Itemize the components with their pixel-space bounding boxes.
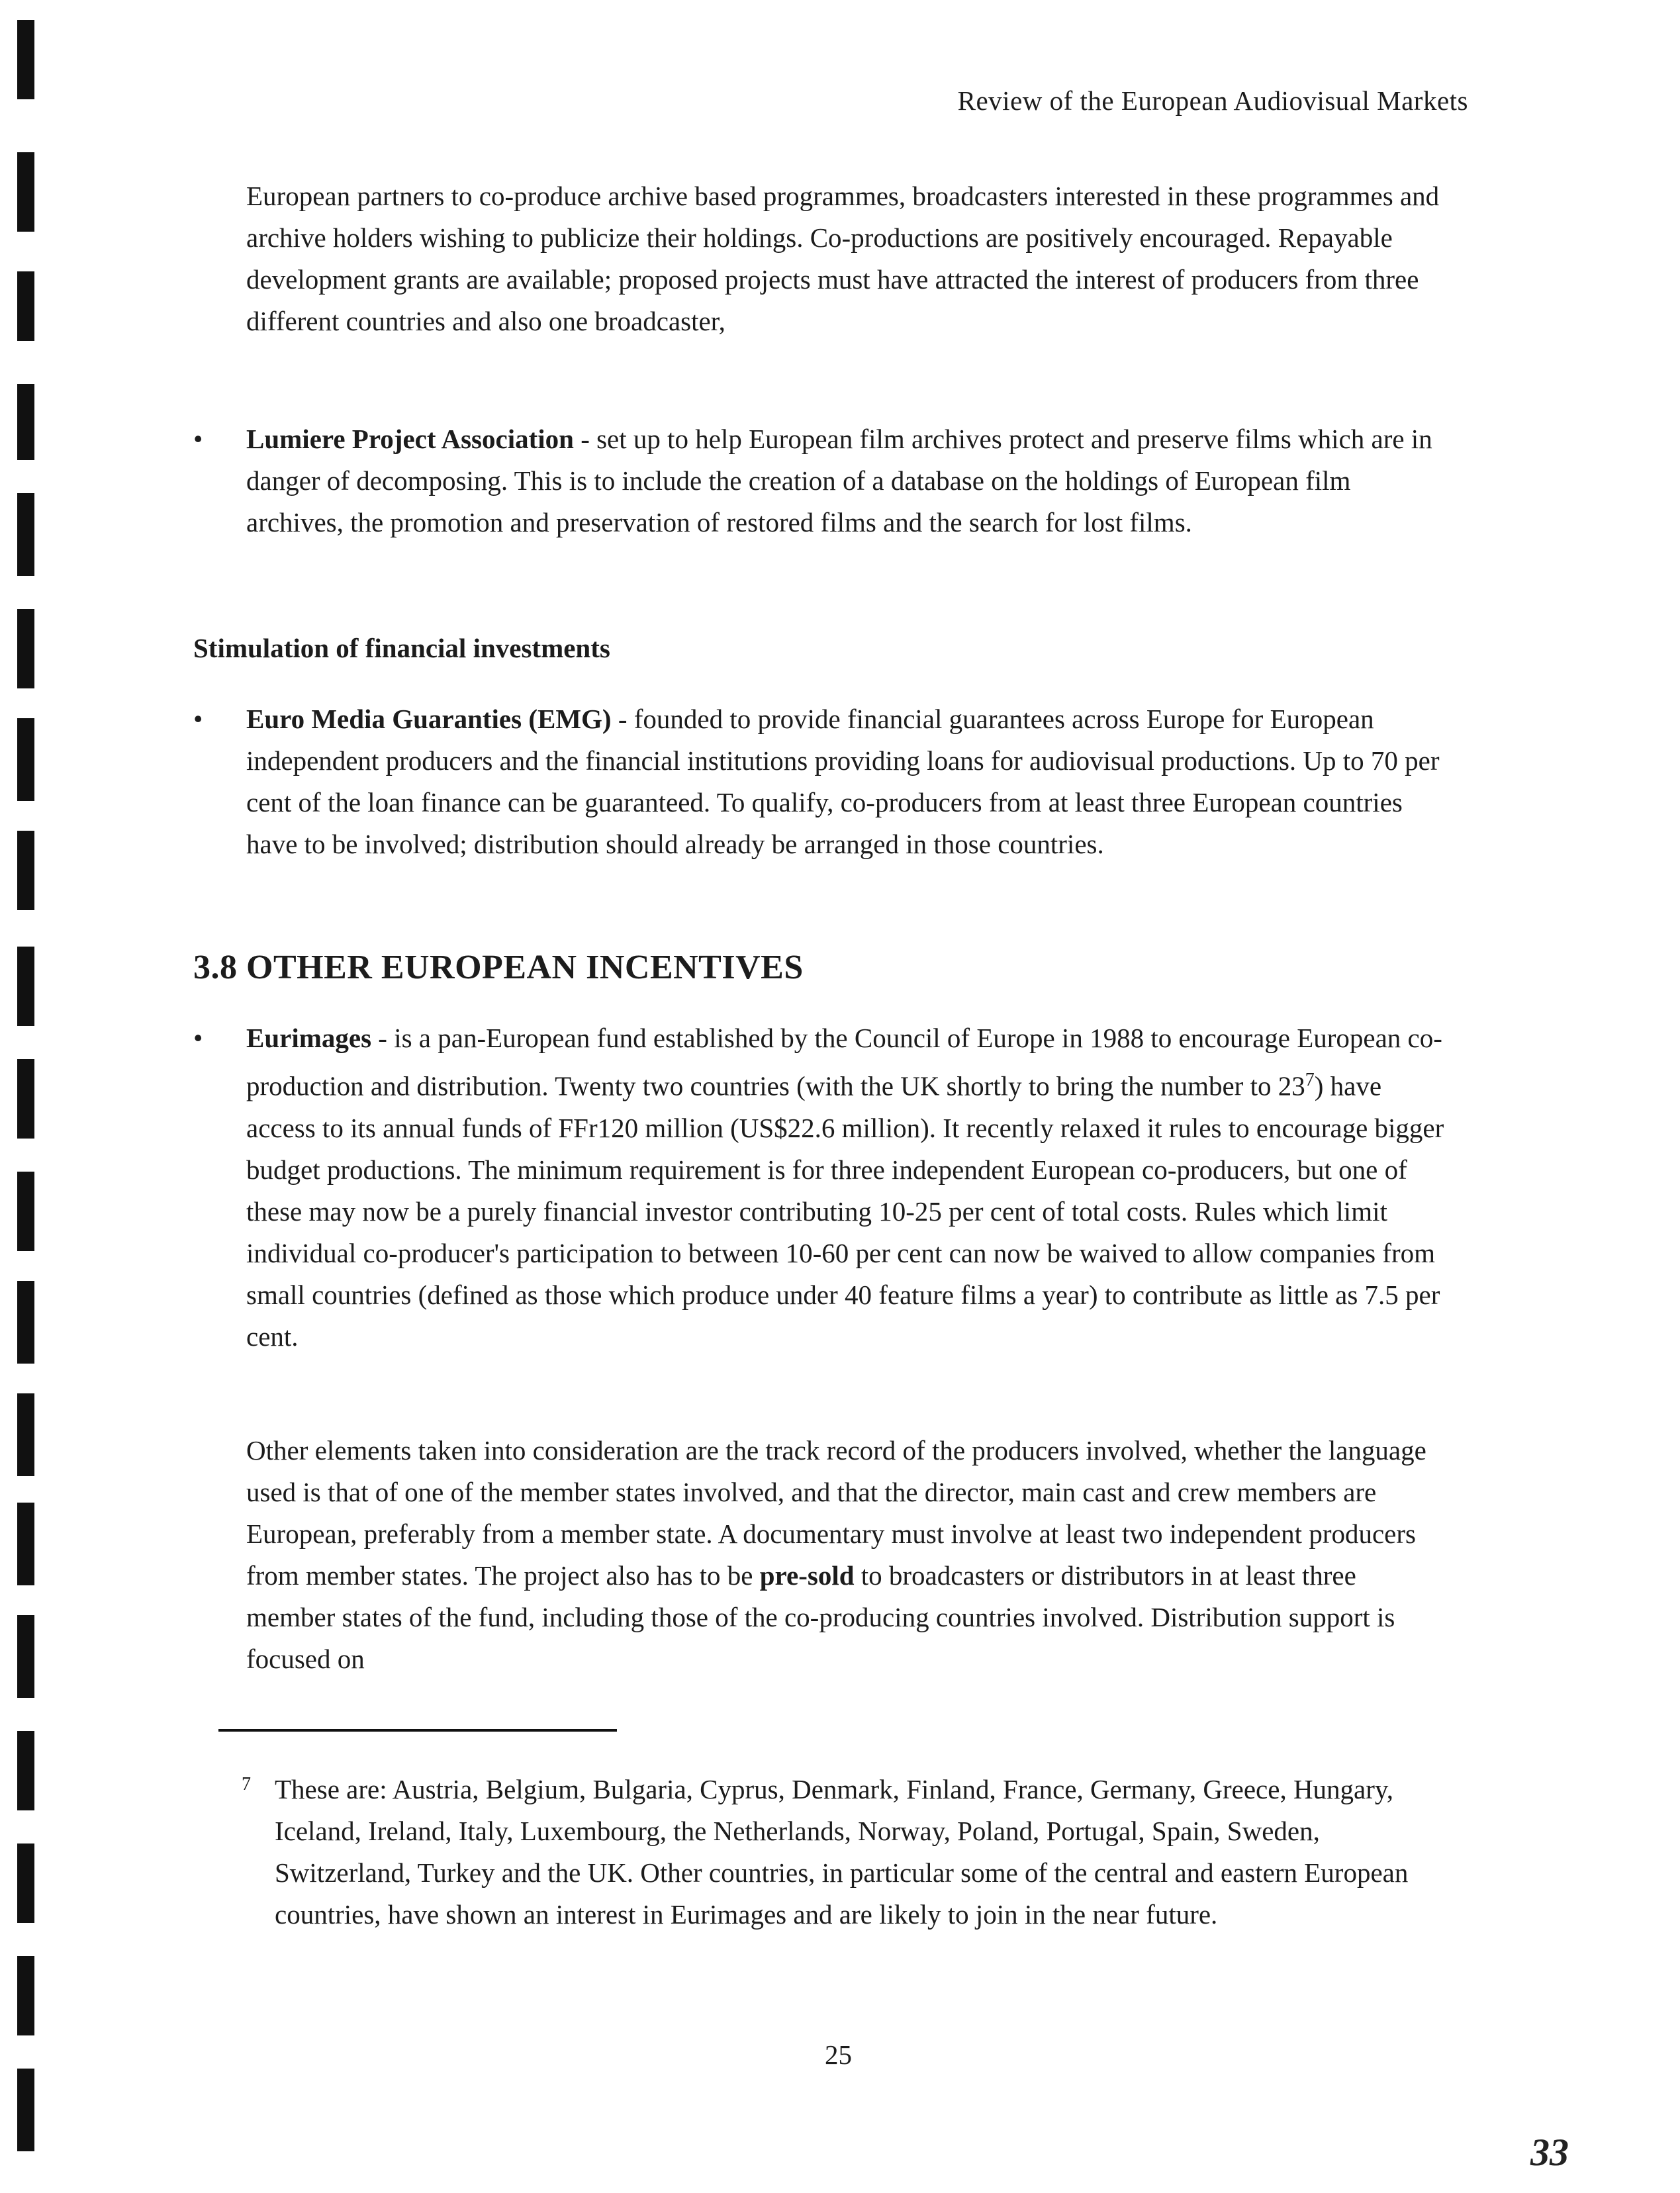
emg-term: Euro Media Guaranties (EMG) <box>246 704 612 734</box>
footnote-mark: 7 <box>242 1774 251 1795</box>
lumiere-term: Lumiere Project Association <box>246 424 574 454</box>
binding-mark <box>17 271 34 341</box>
binding-mark <box>17 1281 34 1364</box>
binding-mark <box>17 1731 34 1810</box>
lumiere-bullet-item <box>193 418 1451 543</box>
intro-text: European partners to co-produce archive based programmes, broadcasters interested in these programmes and archive holders wishing to publicize their holdings. Co-productions are positively encouraged. Repayable development grants are available; proposed projects must have attracted the interest of producers from three different countries and also one broadcaster, <box>246 181 1440 336</box>
eurimages-text-a: - is a pan-European fund established by the Council of Europe in 1988 to encourage European co-production and distribution. Twenty two countries (with the UK shortly to bring the number to 23 <box>246 1023 1442 1101</box>
binding-mark <box>17 1956 34 2035</box>
binding-mark <box>17 831 34 910</box>
intro-paragraph <box>246 175 1468 342</box>
binding-mark <box>17 1615 34 1698</box>
binding-mark <box>17 20 34 99</box>
eurimages-content <box>246 1017 1451 1358</box>
binding-mark <box>17 1503 34 1585</box>
binding-mark <box>17 718 34 801</box>
para2-text-start: Other elements taken into consideration are the track record of the producers involved, whether the language used is that of one of the member states involved, and that the director, main cast and crew members are European, preferably from a member state. A documentary must involve at least two independent producers from member states. The project also has to be <box>246 1435 1426 1591</box>
lumiere-text: - set up to help European film archives protect and preserve films which are in danger of decomposing. This is to include the creation of a database on the holdings of European film archives, the promotion and preservation of restored films and the search for lost films. <box>246 424 1432 537</box>
footnote-rule <box>218 1729 617 1732</box>
footnote-text: These are: Austria, Belgium, Bulgaria, Cyprus, Denmark, Finland, France, Germany, Greece, Hungary, Iceland, Ireland, Italy, Luxembourg, the Netherlands, Norway, Poland, Portugal, Spain, Sweden, Switzerland, Turkey and the UK. Other countries, in particular some of the central and eastern European countries, have shown an interest in Eurimages and are likely to join in the near future. <box>275 1774 1409 1930</box>
binding-mark <box>17 152 34 232</box>
emg-text: - founded to provide financial guarantees across Europe for European independent producers and the financial institutions providing loans for audiovisual productions. Up to 70 per cent of the loan finance can be guaranteed. To qualify, co-producers from at least three European countries have to be involved; distribution should already be arranged in those countries. <box>246 704 1440 859</box>
lumiere-content <box>246 418 1451 543</box>
footnote <box>242 1769 1433 1936</box>
binding-mark <box>17 384 34 460</box>
page-number: 25 <box>825 2039 852 2070</box>
eurimages-term: Eurimages <box>246 1023 372 1053</box>
para2-text-end: to broadcasters or distributors in at least three member states of the fund, including those of the co-producing countries involved. Distribution support is focused on <box>246 1560 1395 1674</box>
bullet-dot: • <box>193 424 203 454</box>
binding-mark <box>17 609 34 688</box>
eurimages-text-b: ) have access to its annual funds of FFr120 million (US$22.6 million). It recently relaxed it rules to encourage bigger budget productions. The minimum requirement is for three independent European co-producers, but one of these may now be a purely financial investor contributing 10-25 per cent of total costs. Rules which limit individual co-producer's participation to between 10-60 per cent can now be waived to allow companies from small countries (defined as those which produce under 40 feature films a year) to contribute as little as 7.5 per cent. <box>246 1070 1444 1352</box>
binding-mark <box>17 1843 34 1923</box>
binding-mark <box>17 493 34 576</box>
section-heading: 3.8 OTHER EUROPEAN INCENTIVES <box>193 949 804 986</box>
para2-bold-term: pre-sold <box>759 1560 855 1591</box>
stimulation-heading: Stimulation of financial investments <box>193 633 610 663</box>
eurimages-paragraph-2 <box>246 1430 1451 1680</box>
emg-content <box>246 698 1451 865</box>
emg-bullet-item <box>193 698 1451 865</box>
footnote-ref: 7 <box>1305 1070 1315 1090</box>
bullet-dot: • <box>193 1023 203 1053</box>
binding-mark <box>17 1059 34 1139</box>
binding-mark <box>17 1393 34 1476</box>
binding-mark <box>17 2069 34 2151</box>
binding-mark <box>17 947 34 1026</box>
eurimages-bullet-item <box>193 1017 1451 1358</box>
running-header: Review of the European Audiovisual Markets <box>957 85 1468 116</box>
handwritten-mark: 33 <box>1530 2131 1569 2174</box>
bullet-dot: • <box>193 704 203 734</box>
binding-mark <box>17 1172 34 1251</box>
